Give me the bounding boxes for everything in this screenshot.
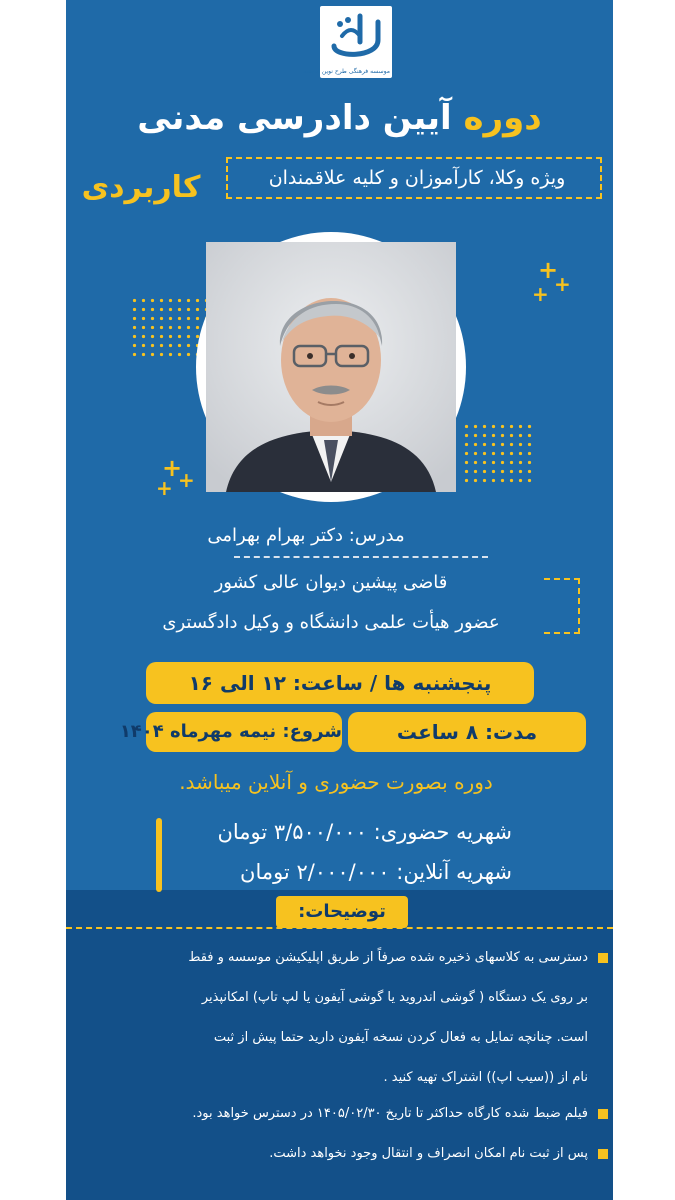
- plus-sparkle-icon: +: [162, 454, 183, 482]
- plus-sparkle-icon: +: [538, 256, 559, 284]
- note-line: فیلم ضبط شده کارگاه حداکثر تا تاریخ ۱۴۰۵/۰۲/۳۰ در دسترس خواهد بود.: [192, 1106, 588, 1121]
- divider: [234, 556, 488, 558]
- note-line: پس از ثبت نام امکان انصراف و انتقال وجود نخواهد داشت.: [269, 1146, 588, 1161]
- note-line: است. چنانچه تمایل به فعال کردن نسخه آیفون دارید حتما پیش از ثبت: [213, 1030, 588, 1045]
- bullet-icon: [598, 1109, 608, 1119]
- dot-grid-icon: [462, 422, 534, 484]
- plus-sparkle-icon: +: [178, 468, 195, 492]
- poster: [66, 0, 613, 1200]
- logo-icon: [320, 6, 392, 66]
- title-word-course: دوره: [463, 98, 542, 138]
- course-mode: دوره بصورت حضوری و آنلاین میباشد.: [179, 770, 493, 794]
- plus-sparkle-icon: +: [156, 476, 173, 500]
- title-word-subject: آیین دادرسی مدنی: [137, 98, 452, 138]
- instructor-name: مدرس: دکتر بهرام بهرامی: [207, 525, 405, 546]
- schedule-days-badge: پنجشنبه ها / ساعت: ۱۲ الی ۱۶: [146, 662, 534, 704]
- fee-in-person: شهریه حضوری: ۳/۵۰۰/۰۰۰ تومان: [217, 820, 512, 844]
- plus-sparkle-icon: +: [532, 282, 549, 306]
- start-date-badge: شروع: نیمه مهرماه ۱۴۰۴: [146, 712, 342, 752]
- course-title: [66, 96, 613, 140]
- duration-badge: مدت: ۸ ساعت: [348, 712, 586, 752]
- note-line: نام از ((سیب اپ)) اشتراک تهیه کنید .: [383, 1070, 588, 1085]
- bullet-icon: [598, 953, 608, 963]
- credentials-bracket: [544, 578, 580, 634]
- note-line: بر روی یک دستگاه ( گوشی اندروید یا گوشی آیفون یا لپ تاپ) امکانپذیر: [201, 990, 588, 1005]
- logo: [303, 6, 392, 78]
- instructor-portrait: [206, 242, 456, 492]
- bullet-icon: [598, 1149, 608, 1159]
- logo-caption: موسسه فرهنگی طرح نوین اندیشه: [303, 68, 390, 75]
- instructor-credential-2: عضور هیأت علمی دانشگاه و وکیل دادگستری: [162, 612, 500, 633]
- note-line: دسترسی به کلاسهای ذخیره شده صرفاً از طریق اپلیکیشن موسسه و فقط: [188, 950, 588, 965]
- instructor-credential-1: قاضی پیشین دیوان عالی کشور: [214, 572, 448, 593]
- notes-title: توضیحات:: [276, 896, 408, 928]
- audience-subtitle: ویژه وکلا، کارآموزان و کلیه علاقمندان: [268, 167, 566, 189]
- title-accent: کاربردی: [81, 170, 201, 205]
- fee-online: شهریه آنلاین: ۲/۰۰۰/۰۰۰ تومان: [240, 860, 512, 884]
- plus-sparkle-icon: +: [554, 272, 571, 296]
